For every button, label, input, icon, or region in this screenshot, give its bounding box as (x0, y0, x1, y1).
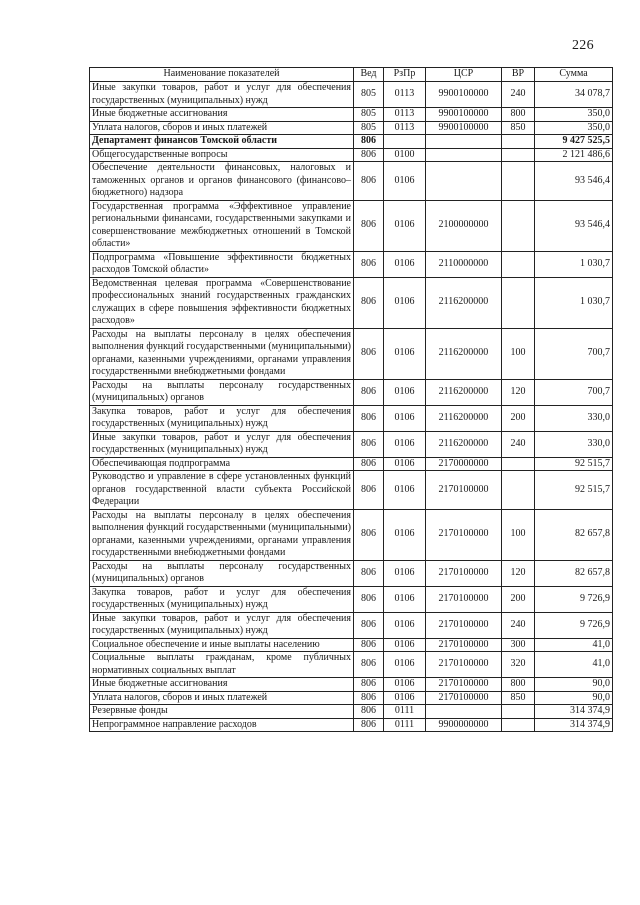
row-csr: 2110000000 (426, 251, 502, 277)
row-name: Закупка товаров, работ и услуг для обеспечения государственных (муниципальных) нужд (90, 586, 354, 612)
row-sum: 314 374,9 (535, 718, 613, 732)
row-csr: 2170100000 (426, 691, 502, 705)
row-ved: 806 (354, 560, 384, 586)
table-row (90, 121, 613, 135)
row-rzpr: 0106 (384, 162, 426, 201)
table-row (90, 678, 613, 692)
row-sum: 90,0 (535, 678, 613, 692)
row-ved: 806 (354, 135, 384, 149)
row-vr (502, 718, 535, 732)
row-vr: 100 (502, 328, 535, 379)
table-row (90, 612, 613, 638)
row-vr: 200 (502, 405, 535, 431)
row-sum: 82 657,8 (535, 560, 613, 586)
header-name: Наименование показателей (90, 68, 354, 82)
row-vr: 120 (502, 560, 535, 586)
row-csr: 2170100000 (426, 471, 502, 510)
table-row (90, 652, 613, 678)
row-name: Расходы на выплаты персоналу государственных (муниципальных) органов (90, 379, 354, 405)
row-vr: 850 (502, 691, 535, 705)
row-rzpr: 0111 (384, 718, 426, 732)
row-name: Департамент финансов Томской области (90, 135, 354, 149)
row-ved: 806 (354, 405, 384, 431)
row-vr: 800 (502, 108, 535, 122)
row-csr: 2170100000 (426, 638, 502, 652)
row-csr: 9900100000 (426, 108, 502, 122)
row-name: Государственная программа «Эффективное управление региональными финансами, государственными закупками и совершенствование межбюджетных отношений в Томской области» (90, 200, 354, 251)
table-row (90, 431, 613, 457)
row-csr: 2170100000 (426, 652, 502, 678)
table-row (90, 82, 613, 108)
row-ved: 806 (354, 277, 384, 328)
row-csr: 2116200000 (426, 431, 502, 457)
row-name: Социальные выплаты гражданам, кроме публичных нормативных социальных выплат (90, 652, 354, 678)
row-sum: 41,0 (535, 652, 613, 678)
row-rzpr: 0106 (384, 691, 426, 705)
row-vr: 300 (502, 638, 535, 652)
row-rzpr: 0106 (384, 471, 426, 510)
row-ved: 805 (354, 121, 384, 135)
table-row (90, 328, 613, 379)
row-csr: 2170000000 (426, 457, 502, 471)
row-rzpr: 0106 (384, 431, 426, 457)
row-rzpr (384, 135, 426, 149)
row-csr: 2170100000 (426, 560, 502, 586)
header-rzpr: РзПр (384, 68, 426, 82)
table-row (90, 509, 613, 560)
row-vr: 100 (502, 509, 535, 560)
row-csr: 2116200000 (426, 277, 502, 328)
row-rzpr: 0113 (384, 82, 426, 108)
row-ved: 806 (354, 652, 384, 678)
row-ved: 806 (354, 705, 384, 719)
row-name: Иные бюджетные ассигнования (90, 108, 354, 122)
row-vr (502, 277, 535, 328)
table-row (90, 251, 613, 277)
row-sum: 82 657,8 (535, 509, 613, 560)
row-sum: 1 030,7 (535, 251, 613, 277)
table-row (90, 148, 613, 162)
row-name: Иные закупки товаров, работ и услуг для обеспечения государственных (муниципальных) нужд (90, 431, 354, 457)
row-csr: 2116200000 (426, 379, 502, 405)
row-ved: 806 (354, 379, 384, 405)
row-sum: 9 726,9 (535, 612, 613, 638)
row-name: Иные закупки товаров, работ и услуг для обеспечения государственных (муниципальных) нужд (90, 82, 354, 108)
row-name: Расходы на выплаты персоналу в целях обеспечения выполнения функций государственными (муниципальными) органами, казенными учреждениями, органами управления государственными внебюджетными фондами (90, 509, 354, 560)
header-vr: ВР (502, 68, 535, 82)
row-csr (426, 705, 502, 719)
header-csr: ЦСР (426, 68, 502, 82)
row-rzpr: 0106 (384, 586, 426, 612)
row-name: Иные бюджетные ассигнования (90, 678, 354, 692)
row-name: Резервные фонды (90, 705, 354, 719)
row-name: Уплата налогов, сборов и иных платежей (90, 691, 354, 705)
row-name: Обеспечение деятельности финансовых, налоговых и таможенных органов и органов финансового (финансово–бюджетного) надзора (90, 162, 354, 201)
table-row (90, 705, 613, 719)
row-vr (502, 200, 535, 251)
header-sum: Сумма (535, 68, 613, 82)
row-sum: 92 515,7 (535, 471, 613, 510)
row-rzpr: 0106 (384, 457, 426, 471)
table-row (90, 135, 613, 149)
table-header-row (90, 68, 613, 82)
row-sum: 330,0 (535, 431, 613, 457)
row-name: Руководство и управление в сфере установленных функций органов государственной власти субъекта Российской Федерации (90, 471, 354, 510)
row-ved: 806 (354, 200, 384, 251)
row-rzpr: 0106 (384, 638, 426, 652)
row-name: Иные закупки товаров, работ и услуг для обеспечения государственных (муниципальных) нужд (90, 612, 354, 638)
row-ved: 806 (354, 586, 384, 612)
row-sum: 350,0 (535, 121, 613, 135)
row-name: Обеспечивающая подпрограмма (90, 457, 354, 471)
row-rzpr: 0113 (384, 108, 426, 122)
row-rzpr: 0106 (384, 652, 426, 678)
row-ved: 806 (354, 162, 384, 201)
row-name: Расходы на выплаты персоналу в целях обеспечения выполнения функций государственными (муниципальными) органами, казенными учреждениями, органами управления государственными внебюджетными фондами (90, 328, 354, 379)
table-row (90, 718, 613, 732)
row-ved: 806 (354, 457, 384, 471)
row-rzpr: 0106 (384, 560, 426, 586)
row-sum: 9 427 525,5 (535, 135, 613, 149)
row-sum: 350,0 (535, 108, 613, 122)
row-sum: 93 546,4 (535, 162, 613, 201)
table-row (90, 405, 613, 431)
row-rzpr: 0106 (384, 509, 426, 560)
row-ved: 805 (354, 108, 384, 122)
row-name: Расходы на выплаты персоналу государственных (муниципальных) органов (90, 560, 354, 586)
table-row (90, 691, 613, 705)
header-ved: Вед (354, 68, 384, 82)
row-name: Подпрограмма «Повышение эффективности бюджетных расходов Томской области» (90, 251, 354, 277)
row-vr: 240 (502, 612, 535, 638)
row-vr (502, 457, 535, 471)
row-vr: 800 (502, 678, 535, 692)
table-row (90, 457, 613, 471)
row-vr (502, 135, 535, 149)
row-vr (502, 251, 535, 277)
row-csr (426, 148, 502, 162)
table-row (90, 638, 613, 652)
row-rzpr: 0113 (384, 121, 426, 135)
row-ved: 805 (354, 82, 384, 108)
row-sum: 41,0 (535, 638, 613, 652)
table-row (90, 379, 613, 405)
row-sum: 34 078,7 (535, 82, 613, 108)
row-ved: 806 (354, 691, 384, 705)
table-row (90, 162, 613, 201)
row-vr: 240 (502, 82, 535, 108)
row-vr (502, 471, 535, 510)
row-ved: 806 (354, 638, 384, 652)
row-sum: 92 515,7 (535, 457, 613, 471)
row-name: Уплата налогов, сборов и иных платежей (90, 121, 354, 135)
row-csr: 2170100000 (426, 612, 502, 638)
table-row (90, 560, 613, 586)
row-csr: 2170100000 (426, 586, 502, 612)
table-row (90, 200, 613, 251)
row-ved: 806 (354, 718, 384, 732)
row-rzpr: 0106 (384, 379, 426, 405)
row-ved: 806 (354, 678, 384, 692)
row-name: Социальное обеспечение и иные выплаты населению (90, 638, 354, 652)
row-vr: 200 (502, 586, 535, 612)
row-vr: 320 (502, 652, 535, 678)
row-vr (502, 162, 535, 201)
row-csr: 9900100000 (426, 121, 502, 135)
row-sum: 90,0 (535, 691, 613, 705)
row-rzpr: 0106 (384, 200, 426, 251)
table-row (90, 471, 613, 510)
row-rzpr: 0106 (384, 251, 426, 277)
row-csr (426, 162, 502, 201)
row-csr: 2100000000 (426, 200, 502, 251)
table-body (90, 82, 613, 732)
row-ved: 806 (354, 509, 384, 560)
row-name: Закупка товаров, работ и услуг для обеспечения государственных (муниципальных) нужд (90, 405, 354, 431)
row-rzpr: 0106 (384, 612, 426, 638)
row-sum: 2 121 486,6 (535, 148, 613, 162)
table-row (90, 586, 613, 612)
row-csr: 2170100000 (426, 509, 502, 560)
page-number: 226 (572, 38, 594, 53)
row-rzpr: 0106 (384, 678, 426, 692)
row-vr (502, 705, 535, 719)
row-vr (502, 148, 535, 162)
row-name: Непрограммное направление расходов (90, 718, 354, 732)
row-csr: 9900100000 (426, 82, 502, 108)
table-row (90, 277, 613, 328)
row-ved: 806 (354, 328, 384, 379)
row-rzpr: 0111 (384, 705, 426, 719)
row-ved: 806 (354, 148, 384, 162)
row-csr (426, 135, 502, 149)
row-name: Общегосударственные вопросы (90, 148, 354, 162)
row-vr: 120 (502, 379, 535, 405)
row-csr: 2116200000 (426, 328, 502, 379)
row-csr: 2116200000 (426, 405, 502, 431)
row-sum: 9 726,9 (535, 586, 613, 612)
row-rzpr: 0106 (384, 277, 426, 328)
row-vr: 240 (502, 431, 535, 457)
row-ved: 806 (354, 612, 384, 638)
row-csr: 9900000000 (426, 718, 502, 732)
row-sum: 700,7 (535, 379, 613, 405)
row-sum: 314 374,9 (535, 705, 613, 719)
budget-table (89, 67, 613, 732)
row-sum: 1 030,7 (535, 277, 613, 328)
row-ved: 806 (354, 251, 384, 277)
row-sum: 700,7 (535, 328, 613, 379)
table-row (90, 108, 613, 122)
row-sum: 93 546,4 (535, 200, 613, 251)
row-rzpr: 0106 (384, 405, 426, 431)
row-vr: 850 (502, 121, 535, 135)
row-rzpr: 0106 (384, 328, 426, 379)
row-csr: 2170100000 (426, 678, 502, 692)
row-name: Ведомственная целевая программа «Совершенствование профессиональных знаний государственных гражданских служащих в сфере повышения эффективности бюджетных расходов» (90, 277, 354, 328)
row-sum: 330,0 (535, 405, 613, 431)
row-rzpr: 0100 (384, 148, 426, 162)
row-ved: 806 (354, 471, 384, 510)
row-ved: 806 (354, 431, 384, 457)
